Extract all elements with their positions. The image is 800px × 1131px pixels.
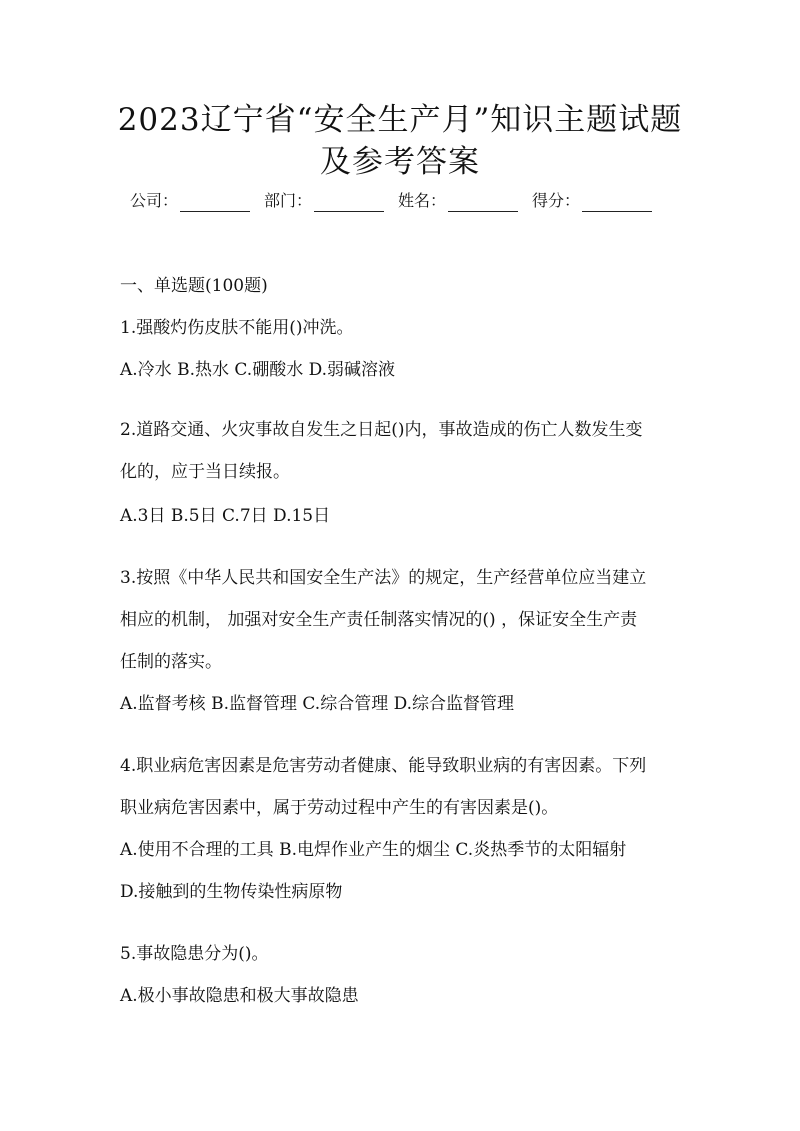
- question-5-line-1: 5.事故隐患分为()。: [120, 944, 269, 964]
- info-fields-row: [130, 190, 690, 212]
- question-4-options-line-1: A.使用不合理的工具 B.电焊作业产生的烟尘 C.炎热季节的太阳辐射: [120, 840, 627, 860]
- question-5-options: A.极小事故隐患和极大事故隐患: [120, 986, 359, 1006]
- question-3-options: A.监督考核 B.监督管理 C.综合管理 D.综合监督管理: [120, 694, 515, 714]
- question-1-line-1: 1.强酸灼伤皮肤不能用()冲洗。: [120, 318, 354, 338]
- question-2-line-1: 2.道路交通、火灾事故自发生之日起()内，事故造成的伤亡人数发生变: [120, 420, 643, 440]
- department-blank[interactable]: [314, 195, 384, 212]
- section-heading: 一、单选题(100题): [120, 276, 268, 296]
- score-blank[interactable]: [582, 195, 652, 212]
- company-label: 公司：: [130, 191, 179, 210]
- question-2-line-2: 化的，应于当日续报。: [120, 462, 290, 482]
- question-4-line-1: 4.职业病危害因素是危害劳动者健康、能导致职业病的有害因素。下列: [120, 756, 647, 776]
- document-title-line-1: 2023辽宁省“安全生产月”知识主题试题: [117, 102, 683, 138]
- question-3-line-2: 相应的机制， 加强对安全生产责任制落实情况的() ，保证安全生产责: [120, 610, 638, 630]
- name-blank[interactable]: [448, 195, 518, 212]
- question-1-options: A.冷水 B.热水 C.硼酸水 D.弱碱溶液: [120, 360, 396, 380]
- question-2-options: A.3日 B.5日 C.7日 D.15日: [120, 506, 331, 526]
- score-field: [532, 190, 652, 212]
- name-field: [398, 190, 518, 212]
- name-label: 姓名：: [398, 191, 447, 210]
- department-label: 部门：: [264, 191, 313, 210]
- company-blank[interactable]: [180, 195, 250, 212]
- question-3-line-3: 任制的落实。: [120, 652, 222, 672]
- company-field: [130, 190, 250, 212]
- score-label: 得分：: [532, 191, 581, 210]
- document-title-line-2: 及参考答案: [320, 144, 480, 180]
- question-3-line-1: 3.按照《中华人民共和国安全生产法》的规定，生产经营单位应当建立: [120, 568, 647, 588]
- question-4-line-2: 职业病危害因素中，属于劳动过程中产生的有害因素是()。: [120, 798, 559, 818]
- question-4-options-line-2: D.接触到的生物传染性病原物: [120, 882, 343, 902]
- department-field: [264, 190, 384, 212]
